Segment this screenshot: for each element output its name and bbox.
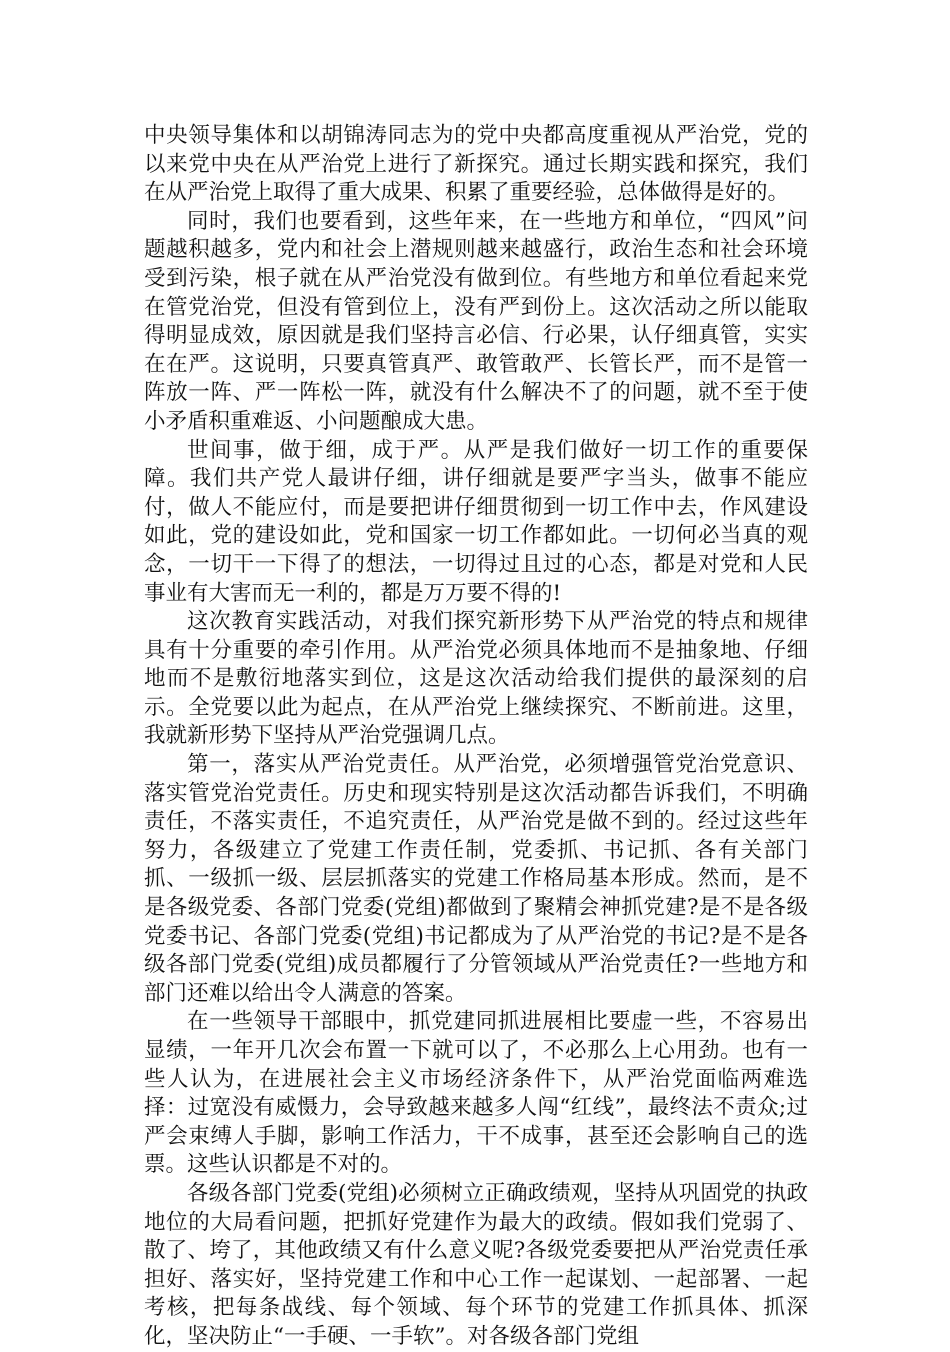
- paragraph-2: 同时，我们也要看到，这些年来，在一些地方和单位，“四风”问题越积越多，党内和社会上潜规则越来越盛行，政治生态和社会环境受到污染，根子就在从严治党没有做到位。有些地方和单位看起来党在管党治党，但没有管到位上，没有严到份上。这次活动之所以能取得明显成效，原因就是我们坚持言必信、行必果，认仔细真管，实实在在严。这说明，只要真管真严、敢管敢严、长管长严，而不是管一阵放一阵、严一阵松一阵，就没有什么解决不了的问题，就不至于使小矛盾积重难返、小问题酿成大患。: [144, 208, 808, 434]
- paragraph-4: 这次教育实践活动，对我们探究新形势下从严治党的特点和规律具有十分重要的牵引作用。从严治党必须具体地而不是抽象地、仔细地而不是敷衍地落实到位，这是这次活动给我们提供的最深刻的启示。全党要以此为起点，在从严治党上继续探究、不断前进。这里，我就新形势下坚持从严治党强调几点。: [144, 609, 808, 749]
- paragraph-6: 在一些领导干部眼中，抓党建同抓进展相比要虚一些，不容易出显绩，一年开几次会布置一下就可以了，不必那么上心用劲。也有一些人认为，在进展社会主义市场经济条件下，从严治党面临两难选择：过宽没有威慑力，会导致越来越多人闯“红线”，最终法不责众;过严会束缚人手脚，影响工作活力，干不成事，甚至还会影响自己的选票。这些认识都是不对的。: [144, 1009, 808, 1178]
- paragraph-7: 各级各部门党委(党组)必须树立正确政绩观，坚持从巩固党的执政地位的大局看问题，把抓好党建作为最大的政绩。假如我们党弱了、散了、垮了，其他政绩又有什么意义呢?各级党委要把从严治党责任承担好、落实好，坚持党建工作和中心工作一起谋划、一起部署、一起考核，把每条战线、每个领域、每个环节的党建工作抓具体、抓深化，坚决防止“一手硬、一手软”。对各级各部门党组: [144, 1180, 808, 1349]
- paragraph-5: 第一，落实从严治党责任。从严治党，必须增强管党治党意识、落实管党治党责任。历史和现实特别是这次活动都告诉我们，不明确责任，不落实责任，不追究责任，从严治党是做不到的。经过这些年努力，各级建立了党建工作责任制，党委抓、书记抓、各有关部门抓、一级抓一级、层层抓落实的党建工作格局基本形成。然而，是不是各级党委、各部门党委(党组)都做到了聚精会神抓党建?是不是各级党委书记、各部门党委(党组)书记都成为了从严治党的书记?是不是各级各部门党委(党组)成员都履行了分管领域从严治党责任?一些地方和部门还难以给出令人满意的答案。: [144, 752, 808, 1006]
- paragraph-3: 世间事，做于细，成于严。从严是我们做好一切工作的重要保障。我们共产党人最讲仔细，讲仔细就是要严字当头，做事不能应付，做人不能应付，而是要把讲仔细贯彻到一切工作中去，作风建设如此，党的建设如此，党和国家一切工作都如此。一切何必当真的观念，一切干一下得了的想法，一切得过且过的心态，都是对党和人民事业有大害而无一利的，都是万万要不得的!: [144, 437, 808, 606]
- paragraph-1: 中央领导集体和以胡锦涛同志为的党中央都高度重视从严治党，党的以来党中央在从严治党上进行了新探究。通过长期实践和探究，我们在从严治党上取得了重大成果、积累了重要经验，总体做得是好的。: [144, 123, 808, 206]
- document-page: [144, 122, 808, 1352]
